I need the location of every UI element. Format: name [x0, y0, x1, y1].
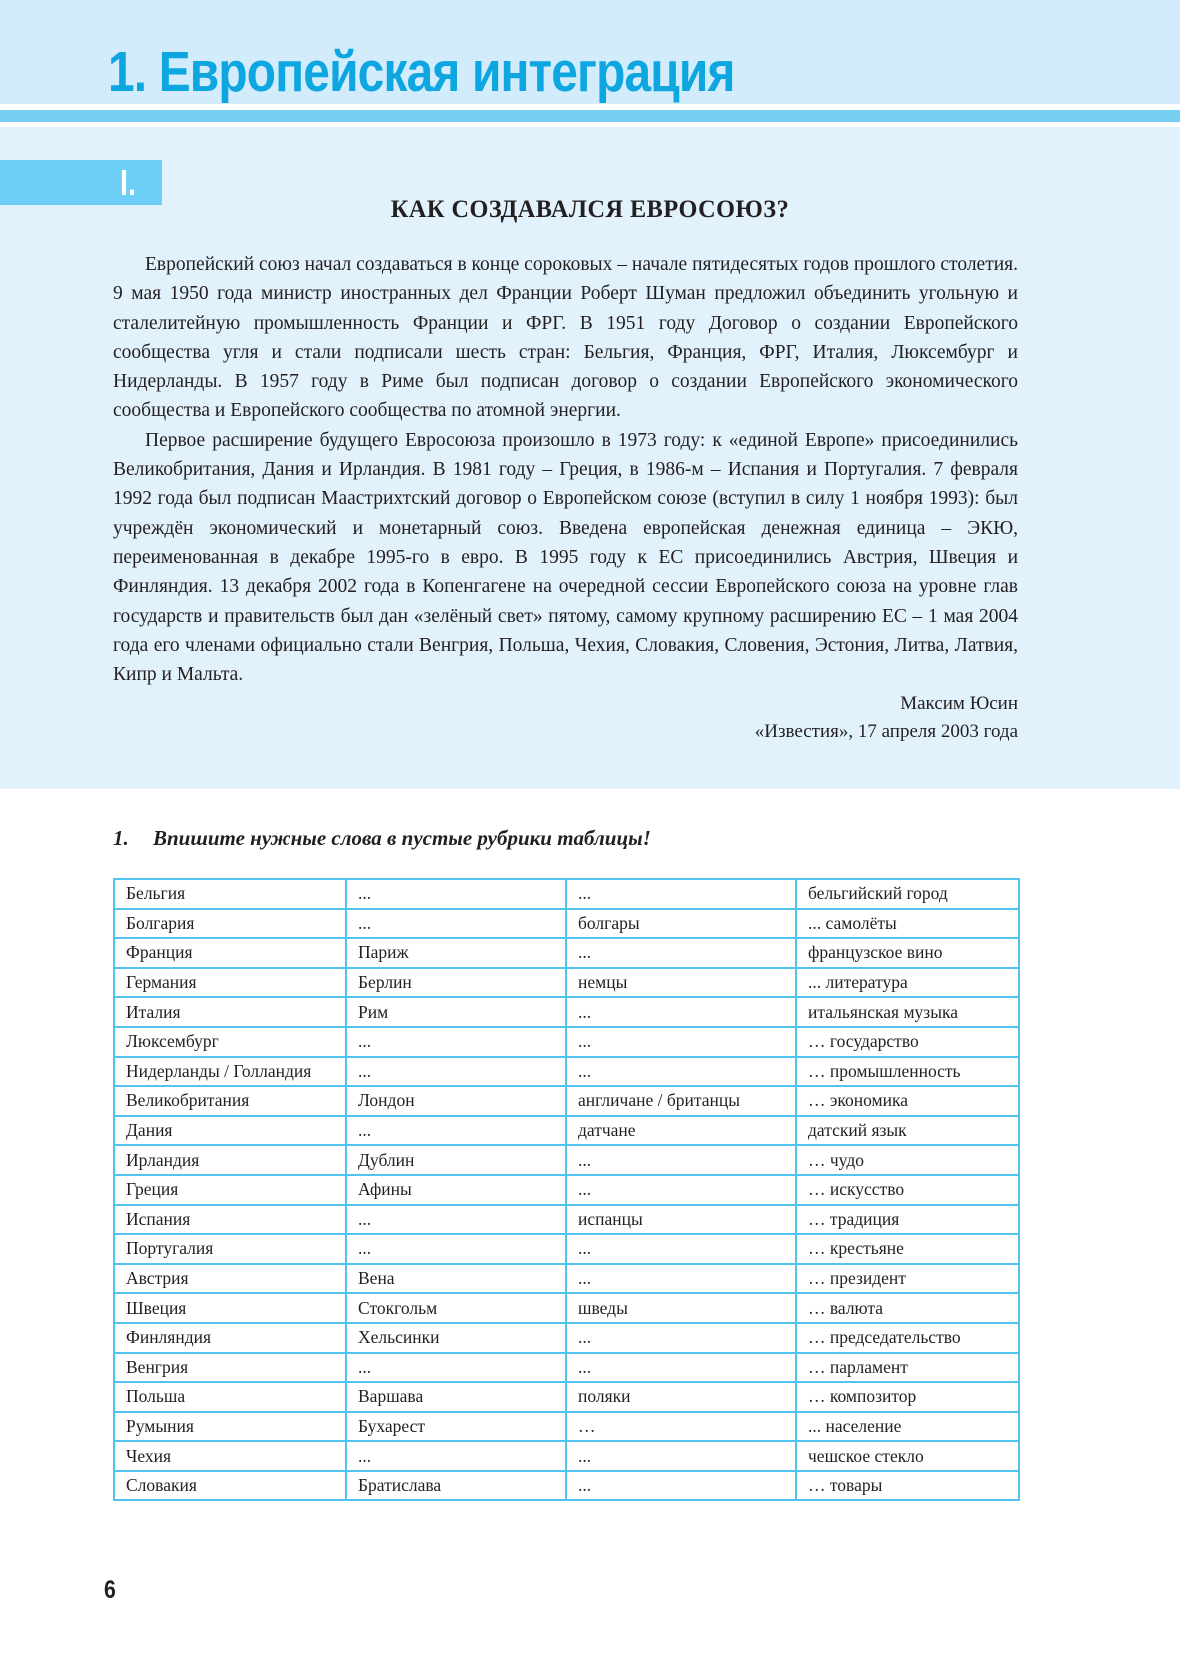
table-cell: Чехия	[114, 1441, 346, 1471]
attribution-author: Максим Юсин	[900, 693, 1018, 714]
table-cell: ...	[346, 1057, 566, 1087]
table-cell: ...	[346, 879, 566, 909]
table-row	[114, 1412, 1019, 1442]
page-number: 6	[104, 1576, 116, 1604]
table-cell: … традиция	[796, 1205, 1019, 1235]
table-cell: ...	[346, 1441, 566, 1471]
table-cell: датчане	[566, 1116, 796, 1146]
table-cell: ...	[566, 1175, 796, 1205]
table-cell: Бухарест	[346, 1412, 566, 1442]
table-cell: Вена	[346, 1264, 566, 1294]
table-row	[114, 1471, 1019, 1501]
table-cell: ...	[566, 1027, 796, 1057]
table-cell: ...	[566, 1353, 796, 1383]
table-cell: Ирландия	[114, 1145, 346, 1175]
table-cell: шведы	[566, 1293, 796, 1323]
section-marker: I.	[119, 161, 136, 203]
table-cell: Румыния	[114, 1412, 346, 1442]
table-row	[114, 1057, 1019, 1087]
table-row	[114, 1293, 1019, 1323]
table-cell: болгары	[566, 909, 796, 939]
table-row	[114, 1353, 1019, 1383]
table-cell: Варшава	[346, 1382, 566, 1412]
table-cell: Болгария	[114, 909, 346, 939]
table-row	[114, 1264, 1019, 1294]
table-row	[114, 1027, 1019, 1057]
table-cell: испанцы	[566, 1205, 796, 1235]
table-row	[114, 1175, 1019, 1205]
article-paragraph-1: Европейский союз начал создаваться в конце сороковых – начале пятидесятых годов прошлого столетия. 9 мая 1950 года министр иностранных дел Франции Роберт Шуман предложил объединить угольную и сталелитейную промышленность Франции и ФРГ. В 1951 году Договор о создании Европейского сообщества угля и стали подписали шесть стран: Бельгия, Франция, ФРГ, Италия, Люксембург и Нидерланды. В 1957 году в Риме был подписан договор о создании Европейского экономического сообщества и Европейского сообщества по атомной энергии.	[113, 254, 1019, 422]
table-cell: …	[566, 1412, 796, 1442]
table-cell: ...	[566, 1057, 796, 1087]
table-cell: ...	[566, 938, 796, 968]
table-cell: … экономика	[796, 1086, 1019, 1116]
table-cell: ...	[566, 1323, 796, 1353]
table-cell: Великобритания	[114, 1086, 346, 1116]
exercise-instruction: Впишите нужные слова в пустые рубрики таблицы!	[153, 826, 651, 850]
exercise-table	[113, 878, 1020, 1501]
table-cell: французское вино	[796, 938, 1019, 968]
table-row	[114, 1382, 1019, 1412]
table-cell: Люксембург	[114, 1027, 346, 1057]
table-cell: Хельсинки	[346, 1323, 566, 1353]
table-cell: Португалия	[114, 1234, 346, 1264]
table-cell: ...	[346, 909, 566, 939]
table-cell: Швеция	[114, 1293, 346, 1323]
table-cell: англичане / британцы	[566, 1086, 796, 1116]
table-cell: Дублин	[346, 1145, 566, 1175]
table-cell: … валюта	[796, 1293, 1019, 1323]
table-cell: ...	[566, 879, 796, 909]
table-cell: ... литература	[796, 968, 1019, 998]
table-cell: Польша	[114, 1382, 346, 1412]
article-paragraph-2: Первое расширение будущего Евросоюза произошло в 1973 году: к «единой Европе» присоединились Великобритания, Дания и Ирландия. В 1981 году – Греция, в 1986-м – Испания и Португалия. 7 февраля 1992 года был подписан Маастрихтский договор о Европейском союзе (вступил в силу 1 ноября 1993): был учреждён экономический и монетарный союз. Введена европейская денежная единица – ЭКЮ, переименованная в декабре 1995-го в евро. В 1995 году к ЕС присоединились Австрия, Швеция и Финляндия. 13 декабря 2002 года в Копенгагене на очередной сессии Европейского союза на уровне глав государств и правительств был дан «зелёный свет» пятому, самому крупному расширению ЕС – 1 мая 2004 года его членами официально стали Венгрия, Польша, Чехия, Словакия, Словения, Эстония, Литва, Латвия, Кипр и Мальта.	[113, 429, 1018, 686]
table-cell: … искусство	[796, 1175, 1019, 1205]
table-cell: … парламент	[796, 1353, 1019, 1383]
article-title: КАК СОЗДАВАЛСЯ ЕВРОСОЮЗ?	[390, 196, 790, 223]
table-cell: ...	[566, 1234, 796, 1264]
table-cell: поляки	[566, 1382, 796, 1412]
table-cell: ...	[566, 1471, 796, 1501]
table-cell: Нидерланды / Голландия	[114, 1057, 346, 1087]
table-cell: ... самолёты	[796, 909, 1019, 939]
table-row	[114, 1205, 1019, 1235]
table-cell: Финляндия	[114, 1323, 346, 1353]
table-cell: … председательство	[796, 1323, 1019, 1353]
table-cell: … президент	[796, 1264, 1019, 1294]
table-cell: датский язык	[796, 1116, 1019, 1146]
table-cell: … товары	[796, 1471, 1019, 1501]
table-row	[114, 1116, 1019, 1146]
table-row	[114, 879, 1019, 909]
exercise-table-body	[114, 879, 1019, 1500]
table-cell: ...	[566, 1441, 796, 1471]
table-cell: Стокгольм	[346, 1293, 566, 1323]
accent-bar	[0, 110, 1180, 122]
table-cell: Испания	[114, 1205, 346, 1235]
table-row	[114, 938, 1019, 968]
table-row	[114, 968, 1019, 998]
table-cell: ...	[346, 1234, 566, 1264]
table-cell: ...	[566, 1145, 796, 1175]
table-row	[114, 1323, 1019, 1353]
exercise-heading	[113, 826, 1018, 851]
table-row	[114, 1145, 1019, 1175]
table-cell: Берлин	[346, 968, 566, 998]
chapter-title: 1. Европейская интеграция	[108, 40, 735, 104]
table-cell: бельгийский город	[796, 879, 1019, 909]
table-cell: … чудо	[796, 1145, 1019, 1175]
table-cell: … композитор	[796, 1382, 1019, 1412]
table-cell: ...	[566, 1264, 796, 1294]
table-cell: Словакия	[114, 1471, 346, 1501]
table-cell: ...	[346, 1116, 566, 1146]
table-cell: … государство	[796, 1027, 1019, 1057]
table-row	[114, 1441, 1019, 1471]
table-cell: Лондон	[346, 1086, 566, 1116]
attribution	[113, 690, 1018, 746]
table-cell: Братислава	[346, 1471, 566, 1501]
table-cell: Дания	[114, 1116, 346, 1146]
table-cell: ...	[566, 997, 796, 1027]
table-row	[114, 909, 1019, 939]
table-cell: Афины	[346, 1175, 566, 1205]
table-cell: Германия	[114, 968, 346, 998]
table-cell: … крестьяне	[796, 1234, 1019, 1264]
table-cell: Бельгия	[114, 879, 346, 909]
table-cell: чешское стекло	[796, 1441, 1019, 1471]
table-cell: Рим	[346, 997, 566, 1027]
table-cell: ...	[346, 1027, 566, 1057]
table-cell: Франция	[114, 938, 346, 968]
table-cell: ... население	[796, 1412, 1019, 1442]
attribution-source: «Известия», 17 апреля 2003 года	[754, 721, 1018, 742]
table-cell: ...	[346, 1205, 566, 1235]
table-cell: Австрия	[114, 1264, 346, 1294]
exercise-number: 1.	[113, 826, 129, 850]
table-cell: Италия	[114, 997, 346, 1027]
table-row	[114, 997, 1019, 1027]
table-cell: Греция	[114, 1175, 346, 1205]
table-row	[114, 1086, 1019, 1116]
table-row	[114, 1234, 1019, 1264]
table-cell: Венгрия	[114, 1353, 346, 1383]
table-cell: ...	[346, 1353, 566, 1383]
table-cell: Париж	[346, 938, 566, 968]
article-body	[113, 250, 1018, 689]
table-cell: немцы	[566, 968, 796, 998]
table-cell: … промышленность	[796, 1057, 1019, 1087]
table-cell: итальянская музыка	[796, 997, 1019, 1027]
